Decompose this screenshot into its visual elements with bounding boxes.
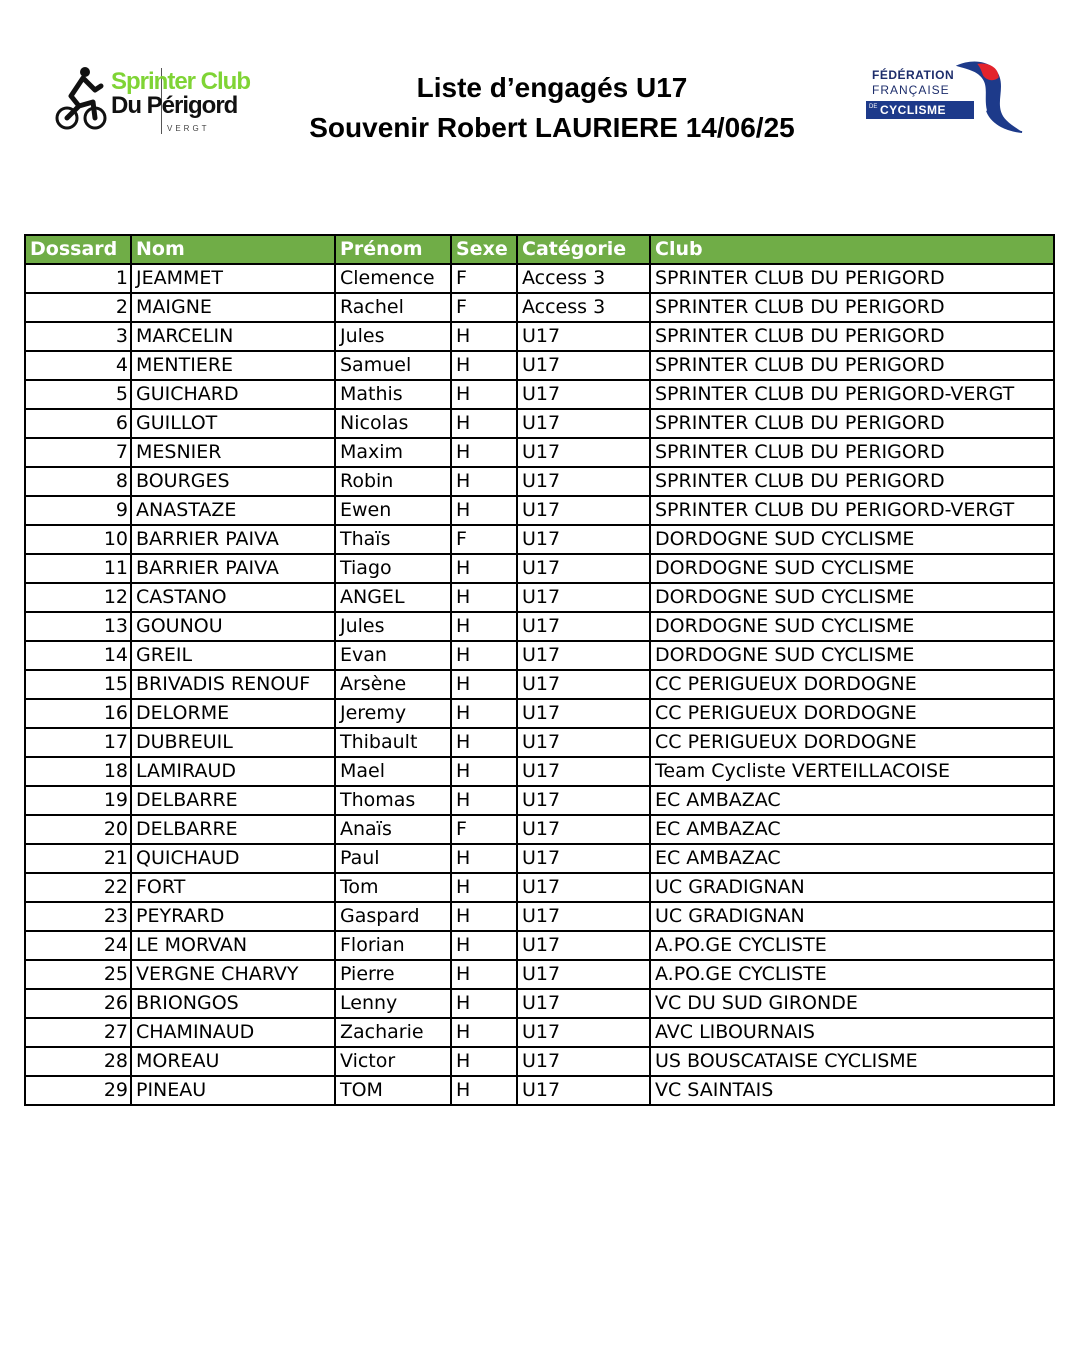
dossard-cell: 28: [25, 1047, 131, 1076]
club-cell: SPRINTER CLUB DU PERIGORD: [650, 293, 1054, 322]
table-row: [25, 583, 1054, 612]
club-cell: EC AMBAZAC: [650, 844, 1054, 873]
categorie-cell: U17: [517, 1047, 650, 1076]
prenom-cell: Evan: [335, 641, 451, 670]
nom-cell: BOURGES: [131, 467, 335, 496]
sexe-cell: H: [451, 1076, 517, 1105]
categorie-cell: Access 3: [517, 264, 650, 293]
nom-cell: GREIL: [131, 641, 335, 670]
prenom-cell: Maxim: [335, 438, 451, 467]
dossard-cell: 20: [25, 815, 131, 844]
prenom-cell: Gaspard: [335, 902, 451, 931]
club-cell: VC SAINTAIS: [650, 1076, 1054, 1105]
table-row: [25, 670, 1054, 699]
categorie-cell: U17: [517, 931, 650, 960]
table-row: [25, 467, 1054, 496]
sexe-cell: H: [451, 351, 517, 380]
prenom-cell: Anaïs: [335, 815, 451, 844]
club-cell: SPRINTER CLUB DU PERIGORD: [650, 264, 1054, 293]
categorie-cell: U17: [517, 757, 650, 786]
prenom-cell: Jules: [335, 612, 451, 641]
sexe-cell: H: [451, 786, 517, 815]
sexe-cell: H: [451, 380, 517, 409]
sexe-cell: H: [451, 757, 517, 786]
club-cell: SPRINTER CLUB DU PERIGORD: [650, 351, 1054, 380]
table-row: [25, 496, 1054, 525]
nom-cell: DUBREUIL: [131, 728, 335, 757]
prenom-cell: Mathis: [335, 380, 451, 409]
prenom-cell: Paul: [335, 844, 451, 873]
sexe-cell: H: [451, 989, 517, 1018]
dossard-cell: 25: [25, 960, 131, 989]
sexe-cell: H: [451, 322, 517, 351]
dossard-cell: 7: [25, 438, 131, 467]
categorie-cell: U17: [517, 989, 650, 1018]
club-cell: AVC LIBOURNAIS: [650, 1018, 1054, 1047]
table-row: [25, 409, 1054, 438]
club-cell: CC PERIGUEUX DORDOGNE: [650, 728, 1054, 757]
club-cell: DORDOGNE SUD CYCLISME: [650, 525, 1054, 554]
dossard-cell: 16: [25, 699, 131, 728]
categorie-cell: U17: [517, 380, 650, 409]
table-row: [25, 293, 1054, 322]
categorie-cell: U17: [517, 409, 650, 438]
nom-cell: BRIONGOS: [131, 989, 335, 1018]
dossard-cell: 13: [25, 612, 131, 641]
table-row: [25, 351, 1054, 380]
table-row: [25, 264, 1054, 293]
table-body: [25, 264, 1054, 1105]
nom-cell: BRIVADIS RENOUF: [131, 670, 335, 699]
sexe-cell: F: [451, 525, 517, 554]
categorie-cell: U17: [517, 525, 650, 554]
prenom-cell: Thaïs: [335, 525, 451, 554]
ffc-logo-line2: FRANÇAISE: [872, 83, 950, 97]
table-row: [25, 873, 1054, 902]
categorie-cell: U17: [517, 496, 650, 525]
categorie-cell: U17: [517, 1018, 650, 1047]
prenom-cell: Samuel: [335, 351, 451, 380]
table-row: [25, 989, 1054, 1018]
table-row: [25, 728, 1054, 757]
categorie-cell: U17: [517, 728, 650, 757]
ffc-swoosh-icon: [948, 56, 1026, 136]
dossard-cell: 11: [25, 554, 131, 583]
nom-cell: PINEAU: [131, 1076, 335, 1105]
dossard-cell: 18: [25, 757, 131, 786]
club-cell: SPRINTER CLUB DU PERIGORD-VERGT: [650, 380, 1054, 409]
sexe-cell: H: [451, 931, 517, 960]
club-cell: EC AMBAZAC: [650, 786, 1054, 815]
sexe-cell: F: [451, 264, 517, 293]
categorie-cell: U17: [517, 438, 650, 467]
prenom-cell: Florian: [335, 931, 451, 960]
dossard-cell: 2: [25, 293, 131, 322]
sexe-cell: H: [451, 554, 517, 583]
prenom-cell: Lenny: [335, 989, 451, 1018]
club-cell: SPRINTER CLUB DU PERIGORD-VERGT: [650, 496, 1054, 525]
club-cell: DORDOGNE SUD CYCLISME: [650, 554, 1054, 583]
prenom-cell: ANGEL: [335, 583, 451, 612]
nom-cell: DELBARRE: [131, 786, 335, 815]
nom-cell: MAIGNE: [131, 293, 335, 322]
prenom-cell: Thibault: [335, 728, 451, 757]
categorie-cell: U17: [517, 844, 650, 873]
dossard-cell: 29: [25, 1076, 131, 1105]
club-cell: SPRINTER CLUB DU PERIGORD: [650, 322, 1054, 351]
categorie-cell: U17: [517, 322, 650, 351]
dossard-cell: 23: [25, 902, 131, 931]
prenom-cell: Rachel: [335, 293, 451, 322]
categorie-cell: U17: [517, 351, 650, 380]
column-header-sexe: Sexe: [451, 235, 517, 264]
dossard-cell: 15: [25, 670, 131, 699]
categorie-cell: U17: [517, 902, 650, 931]
nom-cell: JEAMMET: [131, 264, 335, 293]
dossard-cell: 19: [25, 786, 131, 815]
club-cell: VC DU SUD GIRONDE: [650, 989, 1054, 1018]
table-header-row: [25, 235, 1054, 264]
club-cell: A.PO.GE CYCLISTE: [650, 931, 1054, 960]
sexe-cell: H: [451, 467, 517, 496]
nom-cell: BARRIER PAIVA: [131, 525, 335, 554]
dossard-cell: 5: [25, 380, 131, 409]
dossard-cell: 27: [25, 1018, 131, 1047]
prenom-cell: Nicolas: [335, 409, 451, 438]
sexe-cell: H: [451, 409, 517, 438]
nom-cell: MARCELIN: [131, 322, 335, 351]
nom-cell: CHAMINAUD: [131, 1018, 335, 1047]
categorie-cell: U17: [517, 641, 650, 670]
dossard-cell: 24: [25, 931, 131, 960]
nom-cell: CASTANO: [131, 583, 335, 612]
table-row: [25, 960, 1054, 989]
table-row: [25, 554, 1054, 583]
nom-cell: BARRIER PAIVA: [131, 554, 335, 583]
club-cell: SPRINTER CLUB DU PERIGORD: [650, 409, 1054, 438]
club-cell: US BOUSCATAISE CYCLISME: [650, 1047, 1054, 1076]
club-cell: DORDOGNE SUD CYCLISME: [650, 641, 1054, 670]
dossard-cell: 6: [25, 409, 131, 438]
sexe-cell: F: [451, 815, 517, 844]
club-cell: SPRINTER CLUB DU PERIGORD: [650, 467, 1054, 496]
dossard-cell: 1: [25, 264, 131, 293]
club-cell: CC PERIGUEUX DORDOGNE: [650, 670, 1054, 699]
nom-cell: GOUNOU: [131, 612, 335, 641]
sexe-cell: H: [451, 1047, 517, 1076]
table-row: [25, 641, 1054, 670]
sexe-cell: H: [451, 612, 517, 641]
prenom-cell: Tiago: [335, 554, 451, 583]
club-cell: EC AMBAZAC: [650, 815, 1054, 844]
table-row: [25, 902, 1054, 931]
column-header-categorie: Catégorie: [517, 235, 650, 264]
nom-cell: PEYRARD: [131, 902, 335, 931]
nom-cell: QUICHAUD: [131, 844, 335, 873]
table-row: [25, 699, 1054, 728]
prenom-cell: Zacharie: [335, 1018, 451, 1047]
table-row: [25, 612, 1054, 641]
column-header-dossard: Dossard: [25, 235, 131, 264]
sexe-cell: H: [451, 960, 517, 989]
prenom-cell: Arsène: [335, 670, 451, 699]
table-row: [25, 380, 1054, 409]
prenom-cell: Ewen: [335, 496, 451, 525]
dossard-cell: 4: [25, 351, 131, 380]
column-header-club: Club: [650, 235, 1054, 264]
categorie-cell: U17: [517, 815, 650, 844]
club-cell: Team Cycliste VERTEILLACOISE: [650, 757, 1054, 786]
nom-cell: DELORME: [131, 699, 335, 728]
club-logo-line2: Du Périgord: [111, 92, 238, 119]
sexe-cell: H: [451, 438, 517, 467]
categorie-cell: U17: [517, 554, 650, 583]
table-row: [25, 525, 1054, 554]
page-subtitle: Souvenir Robert LAURIERE 14/06/25: [309, 112, 795, 143]
nom-cell: FORT: [131, 873, 335, 902]
sexe-cell: H: [451, 641, 517, 670]
nom-cell: DELBARRE: [131, 815, 335, 844]
nom-cell: MOREAU: [131, 1047, 335, 1076]
dossard-cell: 3: [25, 322, 131, 351]
nom-cell: MESNIER: [131, 438, 335, 467]
column-header-prenom: Prénom: [335, 235, 451, 264]
nom-cell: VERGNE CHARVY: [131, 960, 335, 989]
club-cell: SPRINTER CLUB DU PERIGORD: [650, 438, 1054, 467]
nom-cell: GUICHARD: [131, 380, 335, 409]
prenom-cell: TOM: [335, 1076, 451, 1105]
table-row: [25, 1047, 1054, 1076]
prenom-cell: Mael: [335, 757, 451, 786]
prenom-cell: Jules: [335, 322, 451, 351]
table-row: [25, 757, 1054, 786]
ffc-logo-de: DE: [869, 104, 878, 110]
sexe-cell: H: [451, 1018, 517, 1047]
dossard-cell: 8: [25, 467, 131, 496]
prenom-cell: Clemence: [335, 264, 451, 293]
dossard-cell: 14: [25, 641, 131, 670]
sexe-cell: H: [451, 873, 517, 902]
categorie-cell: U17: [517, 670, 650, 699]
sexe-cell: H: [451, 583, 517, 612]
prenom-cell: Robin: [335, 467, 451, 496]
categorie-cell: U17: [517, 612, 650, 641]
dossard-cell: 26: [25, 989, 131, 1018]
table-row: [25, 786, 1054, 815]
page-header: [0, 0, 1080, 200]
dossard-cell: 22: [25, 873, 131, 902]
cyclist-icon: [55, 62, 107, 134]
table-row: [25, 1076, 1054, 1105]
entries-table: [24, 234, 1055, 1106]
club-cell: DORDOGNE SUD CYCLISME: [650, 612, 1054, 641]
nom-cell: MENTIERE: [131, 351, 335, 380]
prenom-cell: Thomas: [335, 786, 451, 815]
club-logo-line1: Sprinter Club: [111, 68, 251, 95]
dossard-cell: 17: [25, 728, 131, 757]
prenom-cell: Jeremy: [335, 699, 451, 728]
club-cell: CC PERIGUEUX DORDOGNE: [650, 699, 1054, 728]
sexe-cell: H: [451, 699, 517, 728]
sexe-cell: H: [451, 670, 517, 699]
table-row: [25, 322, 1054, 351]
table-row: [25, 1018, 1054, 1047]
sexe-cell: H: [451, 728, 517, 757]
ffc-logo: [866, 56, 1026, 138]
sexe-cell: H: [451, 902, 517, 931]
nom-cell: LAMIRAUD: [131, 757, 335, 786]
nom-cell: GUILLOT: [131, 409, 335, 438]
categorie-cell: Access 3: [517, 293, 650, 322]
club-cell: DORDOGNE SUD CYCLISME: [650, 583, 1054, 612]
dossard-cell: 9: [25, 496, 131, 525]
prenom-cell: Victor: [335, 1047, 451, 1076]
table-row: [25, 931, 1054, 960]
sprinter-club-logo: [55, 62, 270, 138]
nom-cell: ANASTAZE: [131, 496, 335, 525]
ffc-logo-line1: FÉDÉRATION: [872, 68, 955, 82]
categorie-cell: U17: [517, 699, 650, 728]
ffc-logo-line3: CYCLISME: [880, 103, 947, 117]
nom-cell: LE MORVAN: [131, 931, 335, 960]
categorie-cell: U17: [517, 873, 650, 902]
prenom-cell: Pierre: [335, 960, 451, 989]
table-row: [25, 844, 1054, 873]
table-row: [25, 815, 1054, 844]
categorie-cell: U17: [517, 1076, 650, 1105]
dossard-cell: 12: [25, 583, 131, 612]
sexe-cell: F: [451, 293, 517, 322]
club-cell: UC GRADIGNAN: [650, 902, 1054, 931]
sexe-cell: H: [451, 844, 517, 873]
club-logo-town: VERGT: [167, 124, 210, 133]
club-cell: UC GRADIGNAN: [650, 873, 1054, 902]
dossard-cell: 21: [25, 844, 131, 873]
column-header-nom: Nom: [131, 235, 335, 264]
sexe-cell: H: [451, 496, 517, 525]
club-cell: A.PO.GE CYCLISTE: [650, 960, 1054, 989]
categorie-cell: U17: [517, 960, 650, 989]
table-row: [25, 438, 1054, 467]
page-title: Liste d’engagés U17: [416, 72, 688, 103]
prenom-cell: Tom: [335, 873, 451, 902]
categorie-cell: U17: [517, 583, 650, 612]
dossard-cell: 10: [25, 525, 131, 554]
categorie-cell: U17: [517, 786, 650, 815]
categorie-cell: U17: [517, 467, 650, 496]
